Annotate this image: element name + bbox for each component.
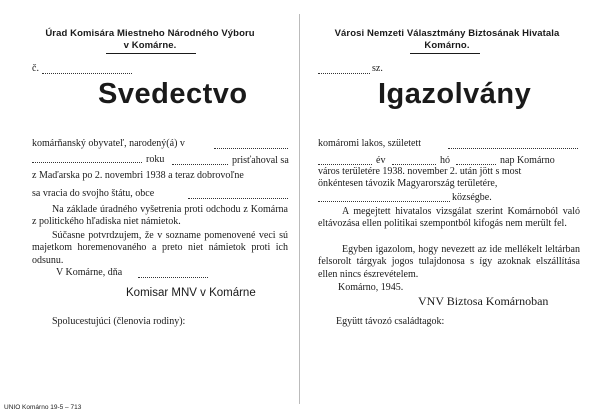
number-label: č. (32, 63, 39, 74)
number-label: sz. (372, 63, 383, 74)
paragraph-property: Egyben igazolom, hogy nevezett az ide mellékelt leltárban felsorolt tárgyak jogos tulajdonosa s így azoknak elszállítása ellen nincs észrevételem. (318, 244, 580, 280)
heading-underline (410, 53, 480, 54)
signature-title: Komisar MNV v Komárne (126, 287, 256, 299)
place-date: V Komárne, dňa (56, 267, 123, 278)
year-blank (172, 164, 228, 165)
printer-mark: UNIO Komárno 19-5 – 713 (4, 404, 82, 411)
paragraph-investigation: Na základe úradného vyšetrenia proti odchodu z Komárna z politického hľadiska niet námietok. (32, 204, 288, 228)
signature-title: VNV Biztosa Komárnoban (418, 294, 549, 308)
companions-label: Spolucestujúci (členovia rodiny): (52, 316, 186, 327)
city-line: város területére 1938. november 2. után jött s most (318, 166, 522, 177)
birthdate-blank (318, 164, 372, 165)
paragraph-property: Súčasne potvrdzujem, že v sozname pomenovené veci sú majetkom horemenovaného a preto niet námietok proti ich odsunu. (32, 230, 288, 266)
hungarian-certificate (300, 0, 600, 418)
resident-line: komáromi lakos, született (318, 138, 422, 149)
year-word: roku (146, 154, 165, 165)
resident-line: komárňanský obyvateľ, narodený(á) v (32, 138, 185, 149)
heading-underline (106, 53, 196, 54)
office-heading-hungarian (316, 28, 578, 52)
village-blank (318, 201, 450, 202)
day-word: nap Komárno (500, 155, 555, 166)
leaves-line: önkéntesen távozik Magyarország területére, (318, 178, 498, 189)
office-city: v Komárne. (123, 40, 177, 51)
moved-word: prisťahoval sa (232, 155, 289, 166)
paragraph-investigation: A megejtett hivatalos vizsgálat szerint Komárnoból való eltávozása ellen politikai szempontból kifogás nem merült fel. (318, 206, 580, 230)
day-blank (456, 164, 496, 165)
birthdate-blank (32, 162, 142, 163)
voluntary-line: z Maďarska po 2. novembri 1938 a teraz dobrovoľne (32, 170, 244, 181)
office-name: Városi Nemzeti Választmány Biztosának Hivatala (334, 28, 560, 39)
birthplace-blank (448, 148, 578, 149)
office-name: Úrad Komisára Miestneho Národného Výboru (45, 28, 255, 39)
document-title: Igazolvány (378, 78, 532, 110)
document-title: Svedectvo (98, 78, 248, 110)
birthplace-blank (214, 148, 288, 149)
returns-line: sa vracia do svojho štátu, obce (32, 188, 155, 199)
month-blank (392, 164, 436, 165)
month-word: hó (440, 155, 450, 166)
office-city: Komárno. (424, 40, 470, 51)
number-blank (318, 73, 370, 74)
village-word: községbe. (452, 192, 492, 203)
year-word: év (376, 155, 386, 166)
place-date: Komárno, 1945. (338, 282, 404, 293)
village-blank (188, 198, 288, 199)
office-heading-slovak (40, 28, 260, 52)
number-blank (42, 73, 132, 74)
date-blank (138, 277, 208, 278)
companions-label: Együtt távozó családtagok: (336, 316, 445, 327)
